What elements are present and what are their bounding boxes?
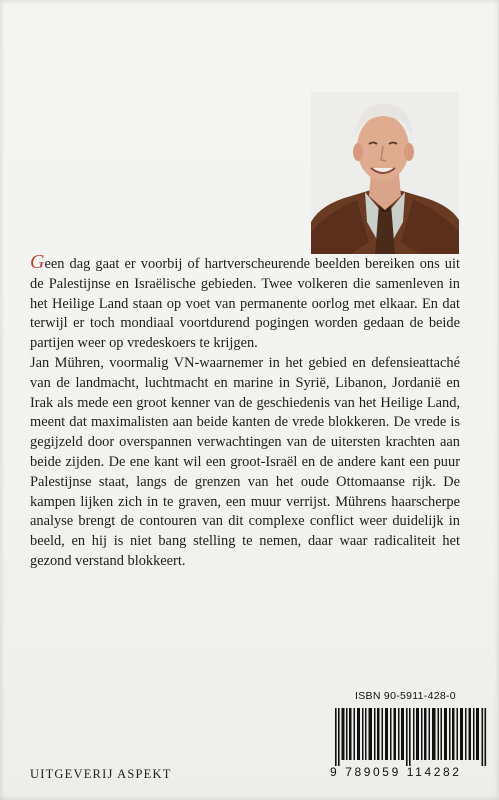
barcode-icon [335, 708, 490, 766]
isbn-label: ISBN 90-5911-428-0 [355, 690, 456, 702]
back-cover-blurb [30, 251, 460, 572]
publisher-name: UITGEVERIJ ASPEKT [30, 767, 172, 781]
author-portrait-icon [311, 92, 459, 254]
drop-cap: G [30, 251, 45, 273]
barcode-digits: 9 789059 114282 [330, 765, 462, 779]
blurb-paragraph-1-text: een dag gaat er voorbij of hartverscheurende beelden bereiken ons uit de Palestijnse en Israëlische gebieden. Twee volkeren die samenleven in het Heilige Land staan op voet van permanente oorlog met elkaar. En dat terwijl er toch mondiaal voortdurend pogingen worden gedaan de beide partijen weer op vredeskoers te krijgen. [30, 256, 460, 352]
author-photo [311, 92, 459, 254]
blurb-paragraph-1 [30, 251, 460, 354]
blurb-paragraph-2: Jan Mühren, voormalig VN-waarnemer in het gebied en defensieattaché van de landmacht, luchtmacht en marine in Syrië, Libanon, Jordanië en Irak als mede een groot kenner van de geschiedenis van het Heilige Land, meent dat maximalisten aan beide kanten de vrede blokkeren. De vrede is gegijzeld door overspannen verwachtingen van de uitersten krachten aan beide zijden. De ene kant wil een groot-Israël en de andere kant een puur Palestijnse staat, langs de grenzen van het oude Ottomaanse rijk. De kampen lijken zich in te graven, een muur verrijst. Mührens haarscherpe analyse brengt de contouren van dit complexe conflict weer duidelijk in beeld, en hij is niet bang stelling te nemen, daar waar radicaliteit het gezond verstand blokkeert. [30, 354, 460, 569]
